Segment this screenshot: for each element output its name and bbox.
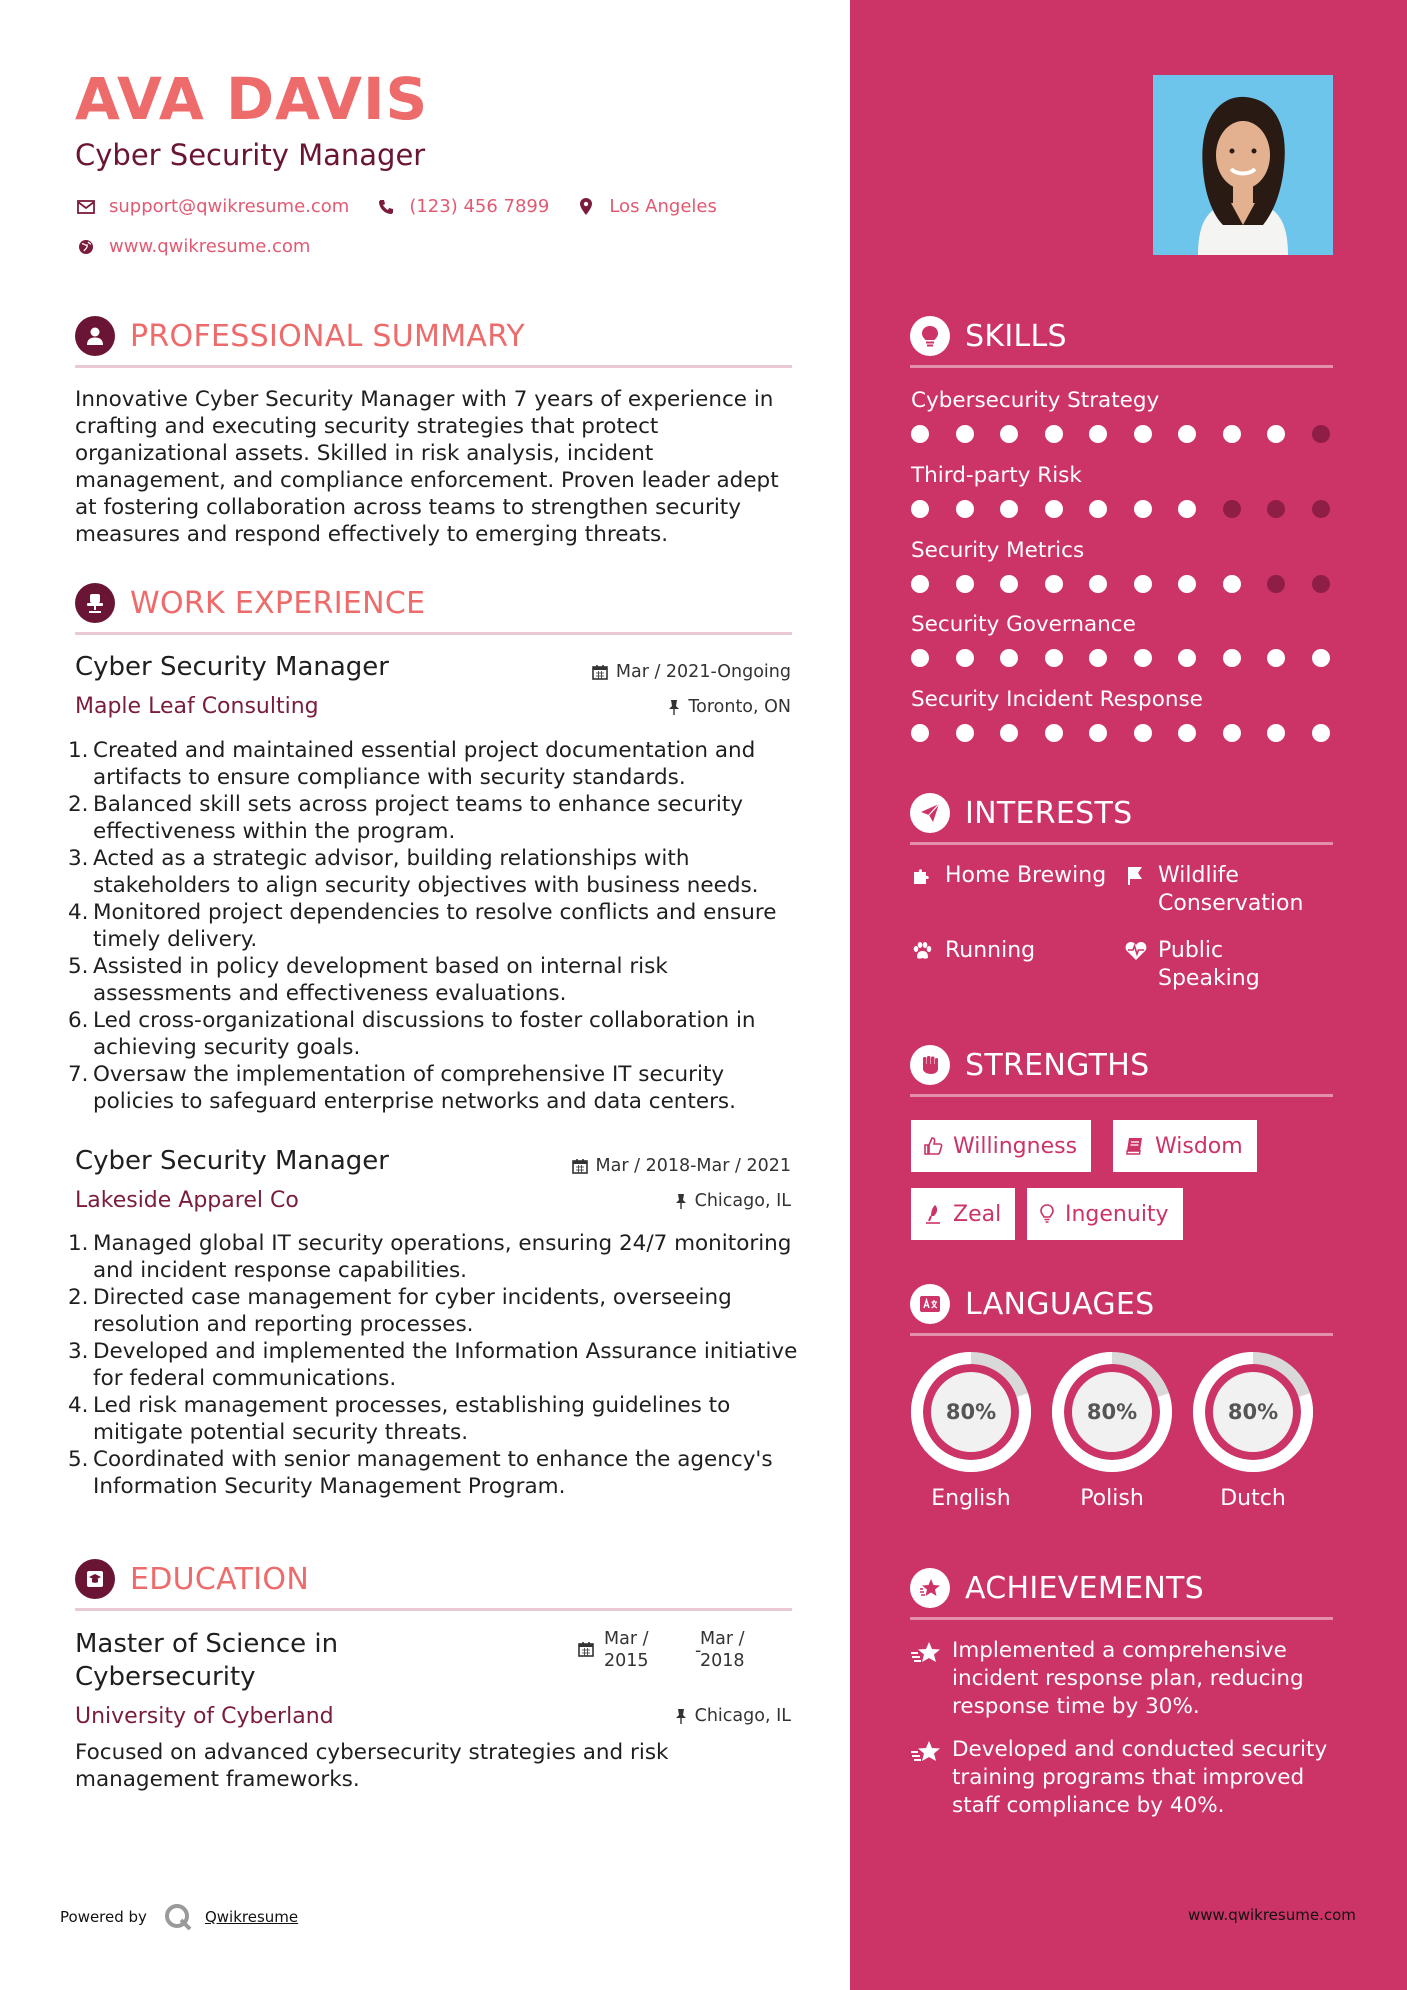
candidate-role: Cyber Security Manager bbox=[75, 138, 426, 172]
lightbulb-icon bbox=[1039, 1204, 1055, 1224]
pen-icon bbox=[923, 1204, 943, 1224]
interest-item: Wildlife Conservation bbox=[1124, 862, 1303, 918]
strengths-heading: STRENGTHS bbox=[965, 1047, 1150, 1083]
summary-section bbox=[75, 315, 792, 368]
skill-dot-filled bbox=[1089, 575, 1107, 593]
language-item bbox=[1191, 1350, 1315, 1511]
job-1-date: Mar / 2021-Ongoing bbox=[592, 662, 791, 682]
skill-dot-empty bbox=[1223, 500, 1241, 518]
experience-section bbox=[75, 582, 792, 635]
skill-dot-filled bbox=[1134, 724, 1152, 742]
skill-dot-filled bbox=[956, 724, 974, 742]
skill-dot-filled bbox=[1000, 575, 1018, 593]
skill-dot-filled bbox=[1178, 500, 1196, 518]
skill-dot-filled bbox=[1223, 575, 1241, 593]
language-item bbox=[909, 1350, 1033, 1511]
powered-by: Powered by Qwikresume bbox=[60, 1902, 298, 1932]
job-2-location: Chicago, IL bbox=[675, 1191, 791, 1211]
summary-text: Innovative Cyber Security Manager with 7 years of experience in crafting and executing security strategies that protect organizational assets. Skilled in risk analysis, incident management, and compliance enforcement. Proven leader adept at fostering collaboration across teams to strengthen security measures and respond effectively to emerging threats. bbox=[75, 387, 779, 547]
strength-chip: Zeal bbox=[911, 1188, 1015, 1240]
skill-dot-filled bbox=[1178, 575, 1196, 593]
job-1-title: Cyber Security Manager bbox=[75, 652, 389, 682]
languages-heading: LANGUAGES bbox=[965, 1286, 1155, 1322]
skill-name: Third-party Risk bbox=[911, 463, 1082, 488]
list-item: 5. Coordinated with senior management to enhance the agency's Information Security Management Program. bbox=[68, 1447, 773, 1499]
language-name: English bbox=[931, 1486, 1011, 1511]
skill-name: Cybersecurity Strategy bbox=[911, 388, 1160, 413]
skill-dot-filled bbox=[1000, 425, 1018, 443]
language-percent: 80% bbox=[1086, 1400, 1138, 1424]
list-item: 3. Acted as a strategic advisor, building relationships with stakeholders to align security objectives with business needs. bbox=[68, 846, 759, 898]
contact-location bbox=[575, 196, 717, 217]
education-start: Mar / 2015 bbox=[604, 1629, 649, 1671]
skill-dot-filled bbox=[1045, 575, 1063, 593]
book-icon bbox=[1125, 1136, 1145, 1156]
list-item: 7. Oversaw the implementation of comprehensive IT security policies to safeguard enterprise networks and data centers. bbox=[68, 1062, 736, 1114]
strength-chip: Ingenuity bbox=[1027, 1188, 1183, 1240]
degree-title: Master of Science in Cybersecurity bbox=[75, 1629, 339, 1692]
skill-dot-filled bbox=[1045, 425, 1063, 443]
phone-text: (123) 456 7899 bbox=[409, 196, 550, 217]
skill-dot-filled bbox=[1267, 425, 1285, 443]
job-1-company: Maple Leaf Consulting bbox=[75, 694, 319, 719]
skill-dot-filled bbox=[956, 500, 974, 518]
skill-name: Security Incident Response bbox=[911, 687, 1203, 712]
skill-dot-filled bbox=[1223, 724, 1241, 742]
email-text: support@qwikresume.com bbox=[109, 196, 350, 217]
fist-icon bbox=[910, 1045, 950, 1085]
flag-icon bbox=[1124, 862, 1150, 918]
candidate-name: AVA DAVIS bbox=[75, 65, 429, 133]
star-badge-icon bbox=[910, 1568, 950, 1608]
skill-dot-filled bbox=[956, 425, 974, 443]
list-item: 5. Assisted in policy development based on internal risk assessments and effectiveness evaluations. bbox=[68, 954, 668, 1006]
job-2-date: Mar / 2018-Mar / 2021 bbox=[572, 1156, 791, 1176]
contact-phone[interactable] bbox=[375, 196, 549, 217]
list-item: 4. Led risk management processes, establishing guidelines to mitigate potential security threats. bbox=[68, 1393, 731, 1445]
skill-dot-filled bbox=[1089, 500, 1107, 518]
skill-dot-filled bbox=[911, 500, 929, 518]
school-name: University of Cyberland bbox=[75, 1704, 334, 1729]
education-date-icon bbox=[578, 1641, 594, 1663]
user-icon bbox=[75, 316, 115, 356]
footer-url: www.qwikresume.com bbox=[1188, 1906, 1356, 1924]
education-location: Chicago, IL bbox=[675, 1706, 791, 1726]
job-2-title: Cyber Security Manager bbox=[75, 1146, 389, 1176]
language-percent: 80% bbox=[1227, 1400, 1279, 1424]
strength-chip: Willingness bbox=[911, 1120, 1091, 1172]
skill-rating bbox=[911, 425, 1356, 443]
globe-icon bbox=[75, 238, 97, 256]
skill-dot-empty bbox=[1312, 500, 1330, 518]
skill-dot-empty bbox=[1267, 575, 1285, 593]
lightbulb-icon bbox=[910, 316, 950, 356]
star-badge-icon bbox=[910, 1736, 942, 1820]
language-name: Polish bbox=[1080, 1486, 1144, 1511]
skill-dot-filled bbox=[1045, 500, 1063, 518]
skill-dot-filled bbox=[1134, 649, 1152, 667]
interests-section bbox=[910, 792, 1333, 845]
heartbeat-icon bbox=[1124, 937, 1150, 993]
skill-dot-filled bbox=[1000, 724, 1018, 742]
skill-dot-filled bbox=[911, 575, 929, 593]
skill-dot-filled bbox=[1134, 425, 1152, 443]
language-name: Dutch bbox=[1220, 1486, 1286, 1511]
profile-photo bbox=[1153, 75, 1333, 255]
pushpin-icon bbox=[668, 699, 680, 715]
list-item: 4. Monitored project dependencies to resolve conflicts and ensure timely delivery. bbox=[68, 900, 777, 952]
job-2-company: Lakeside Apparel Co bbox=[75, 1188, 299, 1213]
paw-icon bbox=[911, 937, 937, 965]
skill-dot-filled bbox=[1000, 500, 1018, 518]
strength-chip: Wisdom bbox=[1113, 1120, 1257, 1172]
skill-name: Security Governance bbox=[911, 612, 1136, 637]
summary-heading: PROFESSIONAL SUMMARY bbox=[130, 318, 526, 354]
interest-item: Public Speaking bbox=[1124, 937, 1260, 993]
list-item: 2. Balanced skill sets across project teams to enhance security effectiveness within the program. bbox=[68, 792, 743, 844]
skill-dot-filled bbox=[1089, 425, 1107, 443]
star-badge-icon bbox=[910, 1637, 942, 1721]
thumbs-up-icon bbox=[923, 1136, 943, 1156]
calendar-icon bbox=[572, 1158, 588, 1174]
job-2-bullets bbox=[68, 1230, 798, 1500]
contact-email[interactable] bbox=[75, 196, 349, 217]
list-item: 2. Directed case management for cyber incidents, overseeing resolution and reporting processes. bbox=[68, 1285, 732, 1337]
language-percent: 80% bbox=[945, 1400, 997, 1424]
paper-plane-icon bbox=[910, 793, 950, 833]
envelope-icon bbox=[75, 198, 97, 216]
languages-section bbox=[910, 1283, 1333, 1336]
achievement-item: Implemented a comprehensive incident response plan, reducing response time by 30%. bbox=[910, 1637, 1340, 1721]
strengths-section bbox=[910, 1044, 1333, 1097]
skill-dot-filled bbox=[1178, 425, 1196, 443]
job-1-location: Toronto, ON bbox=[668, 697, 791, 717]
list-item: 3. Developed and implemented the Information Assurance initiative for federal communications. bbox=[68, 1339, 798, 1391]
skill-dot-filled bbox=[1134, 575, 1152, 593]
interest-item: Home Brewing bbox=[911, 862, 1106, 890]
education-description: Focused on advanced cybersecurity strategies and risk management frameworks. bbox=[75, 1740, 669, 1792]
calendar-icon bbox=[578, 1641, 594, 1657]
skill-dot-filled bbox=[1178, 724, 1196, 742]
skill-dot-filled bbox=[911, 724, 929, 742]
achievements-section bbox=[910, 1567, 1333, 1620]
skill-dot-filled bbox=[1178, 649, 1196, 667]
list-item: 1. Created and maintained essential project documentation and artifacts to ensure compliance with security standards. bbox=[68, 738, 756, 790]
skill-dot-filled bbox=[1089, 724, 1107, 742]
calendar-icon bbox=[592, 664, 608, 680]
skill-rating bbox=[911, 500, 1356, 518]
graduate-icon bbox=[75, 1559, 115, 1599]
skill-dot-filled bbox=[1223, 425, 1241, 443]
skill-dot-filled bbox=[956, 575, 974, 593]
skill-dot-filled bbox=[956, 649, 974, 667]
achievement-item: Developed and conducted security training programs that improved staff compliance by 40%. bbox=[910, 1736, 1340, 1820]
brand-link[interactable]: Qwikresume bbox=[163, 1902, 298, 1932]
skill-dot-filled bbox=[1312, 649, 1330, 667]
skill-dot-filled bbox=[1089, 649, 1107, 667]
education-end: Mar / 2018 bbox=[700, 1629, 745, 1671]
office-chair-icon bbox=[75, 583, 115, 623]
skill-dot-empty bbox=[1312, 425, 1330, 443]
contact-row bbox=[75, 196, 743, 217]
skills-section bbox=[910, 315, 1333, 368]
experience-heading: WORK EXPERIENCE bbox=[130, 585, 426, 621]
achievements-heading: ACHIEVEMENTS bbox=[965, 1570, 1205, 1606]
skill-rating bbox=[911, 724, 1356, 742]
language-item bbox=[1050, 1350, 1174, 1511]
education-heading: EDUCATION bbox=[130, 1561, 310, 1597]
website-text: www.qwikresume.com bbox=[109, 236, 311, 257]
skill-dot-filled bbox=[1134, 500, 1152, 518]
skill-dot-filled bbox=[911, 425, 929, 443]
education-section bbox=[75, 1558, 792, 1611]
interest-item: Running bbox=[911, 937, 1035, 965]
skill-dot-filled bbox=[1267, 649, 1285, 667]
skill-dot-filled bbox=[1312, 724, 1330, 742]
skill-dot-filled bbox=[1267, 724, 1285, 742]
skill-dot-empty bbox=[1312, 575, 1330, 593]
skill-name: Security Metrics bbox=[911, 538, 1085, 563]
skill-dot-empty bbox=[1267, 500, 1285, 518]
skill-dot-filled bbox=[1000, 649, 1018, 667]
pushpin-icon bbox=[675, 1708, 687, 1724]
skill-dot-filled bbox=[911, 649, 929, 667]
education-dash: - bbox=[695, 1641, 702, 1661]
qwikresume-logo-icon bbox=[163, 1902, 193, 1932]
puzzle-icon bbox=[911, 862, 937, 890]
skill-dot-filled bbox=[1045, 724, 1063, 742]
list-item: 1. Managed global IT security operations, ensuring 24/7 monitoring and incident response capabilities. bbox=[68, 1231, 792, 1283]
location-text: Los Angeles bbox=[609, 196, 717, 217]
skill-rating bbox=[911, 649, 1356, 667]
skill-rating bbox=[911, 575, 1356, 593]
contact-website[interactable] bbox=[75, 236, 310, 257]
job-1-bullets bbox=[68, 737, 798, 1115]
skills-heading: SKILLS bbox=[965, 318, 1067, 354]
list-item: 6. Led cross-organizational discussions to foster collaboration in achieving security goals. bbox=[68, 1008, 756, 1060]
language-icon bbox=[910, 1284, 950, 1324]
phone-icon bbox=[375, 198, 397, 216]
skill-dot-filled bbox=[1045, 649, 1063, 667]
pushpin-icon bbox=[675, 1193, 687, 1209]
interests-heading: INTERESTS bbox=[965, 795, 1133, 831]
map-pin-icon bbox=[575, 198, 597, 216]
skill-dot-filled bbox=[1223, 649, 1241, 667]
